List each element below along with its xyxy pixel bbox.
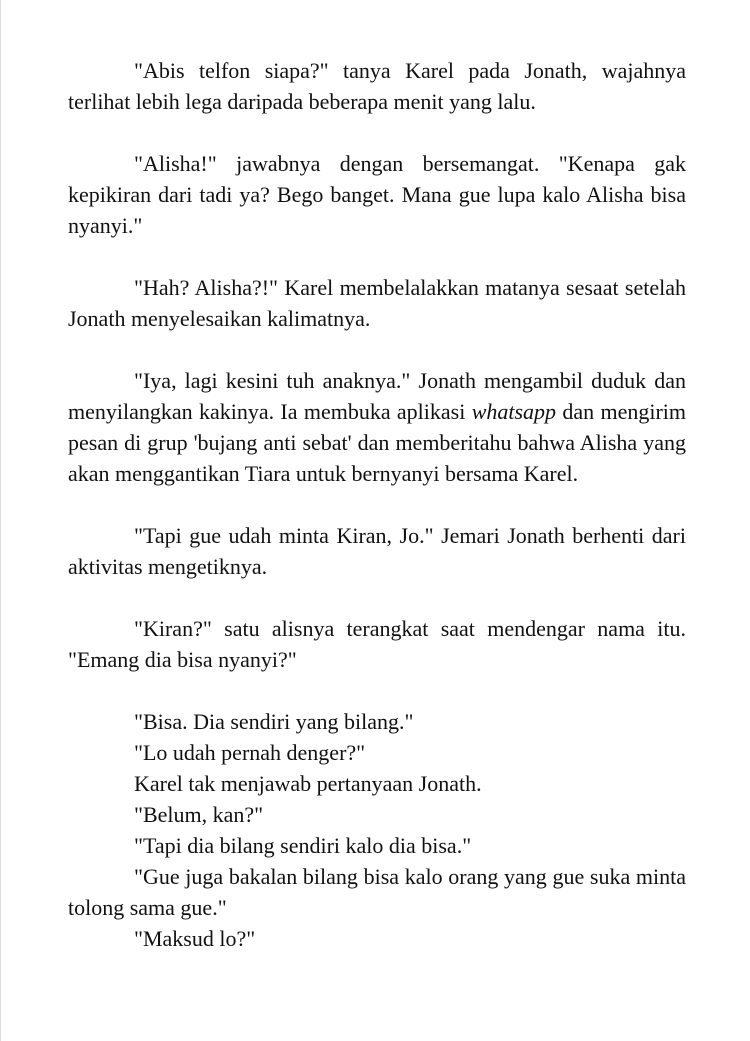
dialogue-line-2: "Lo udah pernah denger?" — [134, 740, 366, 765]
paragraph-4 — [68, 365, 686, 489]
dialogue-block — [68, 706, 686, 954]
paragraph-6: "Kiran?" satu alisnya terangkat saat mendengar nama itu. "Emang dia bisa nyanyi?" — [68, 616, 686, 672]
dialogue-line-6: "Gue juga bakalan bilang bisa kalo orang yang gue suka minta tolong sama gue." — [68, 864, 686, 920]
dialogue-line-3: Karel tak menjawab pertanyaan Jonath. — [134, 771, 482, 796]
dialogue-line-4: "Belum, kan?" — [134, 802, 264, 827]
paragraph-3: "Hah? Alisha?!" Karel membelalakkan matanya sesaat setelah Jonath menyelesaikan kalimatnya. — [68, 275, 686, 331]
story-text — [68, 55, 686, 954]
paragraph-1: "Abis telfon siapa?" tanya Karel pada Jonath, wajahnya terlihat lebih lega daripada beberapa menit yang lalu. — [68, 58, 686, 114]
dialogue-line-1: "Bisa. Dia sendiri yang bilang." — [134, 709, 414, 734]
paragraph-4-italic-app-name: whatsapp — [471, 399, 557, 424]
paragraph-2: "Alisha!" jawabnya dengan bersemangat. "Kenapa gak kepikiran dari tadi ya? Bego banget. Mana gue lupa kalo Alisha bisa nyanyi." — [68, 151, 686, 238]
dialogue-line-7: "Maksud lo?" — [134, 926, 256, 951]
paragraph-4-after: dan mengirim pesan di grup 'bujang anti sebat' dan memberitahu bahwa Alisha yang akan menggantikan Tiara untuk bernyanyi bersama Karel. — [68, 399, 687, 486]
paragraph-5: "Tapi gue udah minta Kiran, Jo." Jemari Jonath berhenti dari aktivitas mengetiknya. — [68, 523, 686, 579]
dialogue-line-5: "Tapi dia bilang sendiri kalo dia bisa." — [134, 833, 472, 858]
paragraph-4-before: "Iya, lagi kesini tuh anaknya." Jonath mengambil duduk dan menyilangkan kakinya. Ia membuka aplikasi — [68, 368, 686, 424]
